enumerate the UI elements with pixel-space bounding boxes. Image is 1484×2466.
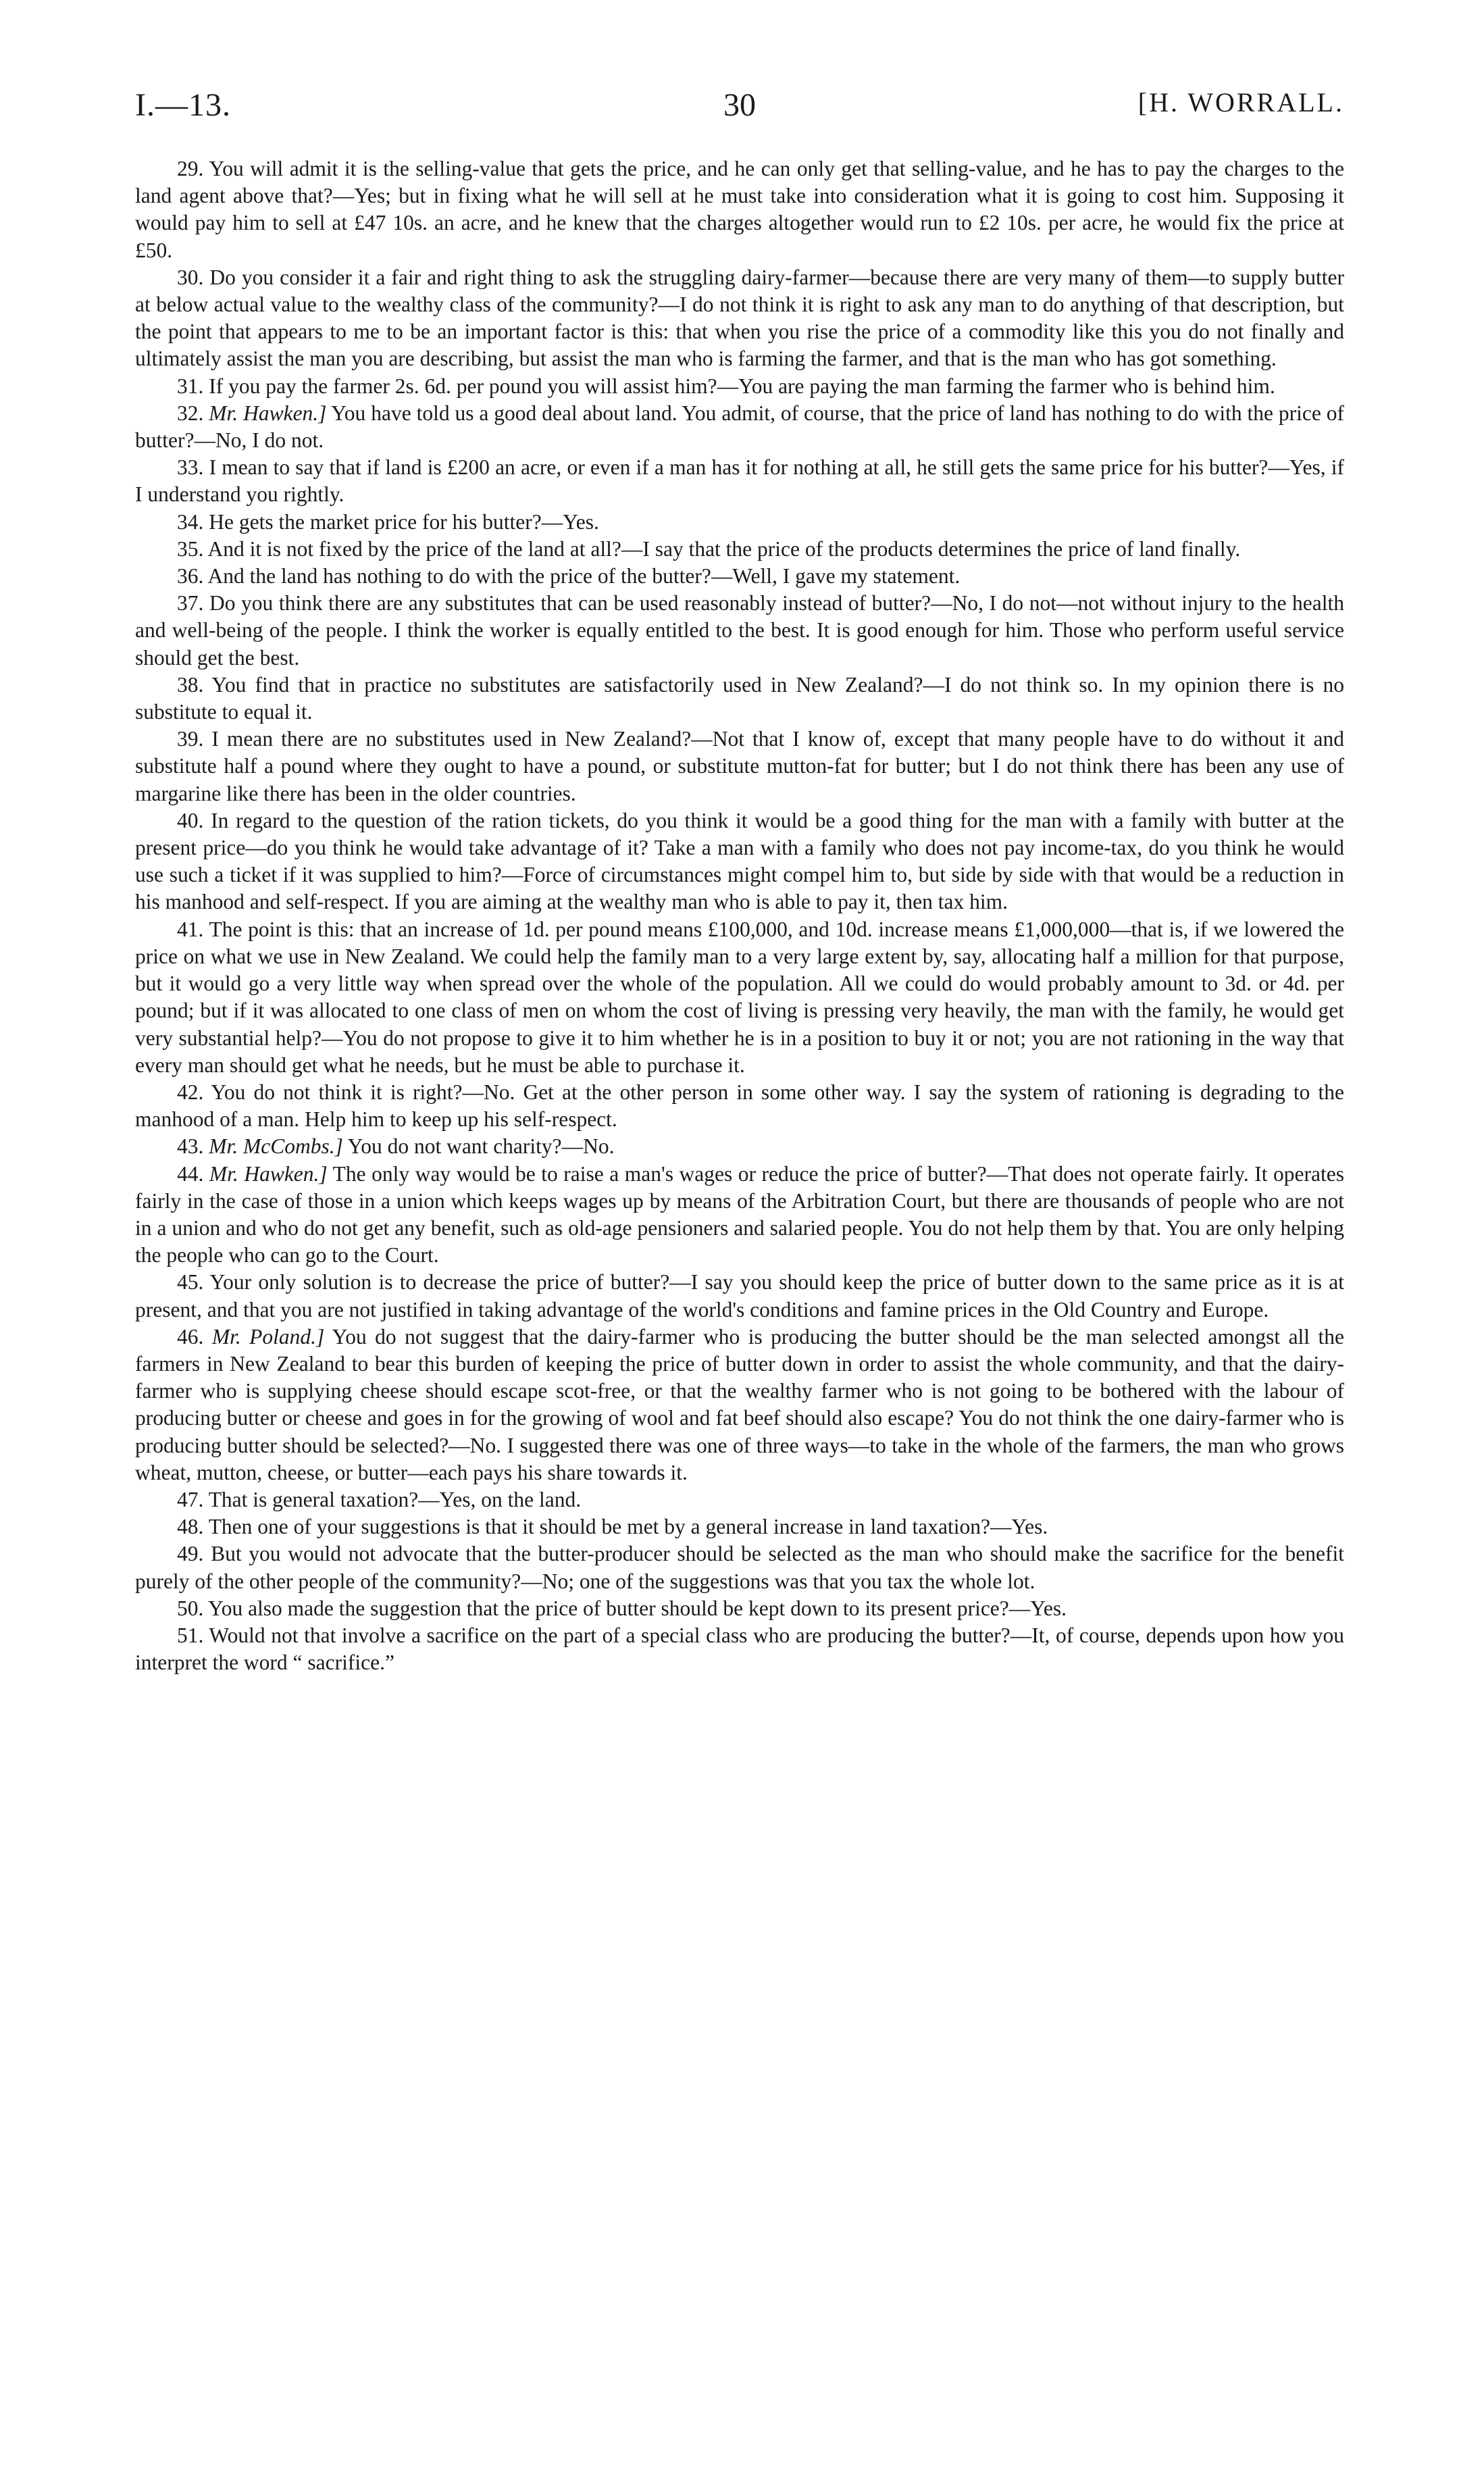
question-number: 30. (177, 265, 204, 289)
question-text: If you pay the farmer 2s. 6d. per pound you will assist him?—You are paying the man farming the farmer who is behind him. (209, 374, 1275, 398)
speaker-name: Mr. Hawken.] (209, 401, 327, 425)
question-text: You have told us a good deal about land. You admit, of course, that the price of land has nothing to do with the price of butter?—No, I do not. (135, 401, 1344, 453)
question-text: He gets the market price for his butter?—Yes. (209, 509, 599, 534)
question-paragraph (135, 1161, 1344, 1269)
question-paragraph (135, 373, 1344, 400)
question-paragraph (135, 807, 1344, 916)
question-text: The point is this: that an increase of 1d. per pound means £100,000, and 10d. increase means £1,000,000—that is, if we lowered the price on what we use in New Zealand. We could help the family man to a very large extent by, say, allocating half a million for that purpose, but it would go a very little way when spread over the whole of the population. All we could do would probably amount to 3d. or 4d. per pound; but if it was allocated to one class of men on whom the cost of living is pressing very heavily, the man with the family, he would get very substantial help?—You do not propose to give it to him whether he is in a position to buy it or not; you are not rationing in the way that every man should get what he needs, but he must be able to purchase it. (135, 917, 1344, 1077)
question-number: 40. (177, 808, 204, 832)
question-text: You do not want charity?—No. (347, 1134, 615, 1159)
question-number: 42. (177, 1080, 204, 1104)
question-paragraph (135, 155, 1344, 264)
question-number: 34. (177, 509, 204, 534)
speaker-name: Mr. Hawken.] (209, 1161, 328, 1186)
question-text: Then one of your suggestions is that it should be met by a general increase in land taxation?—Yes. (208, 1515, 1048, 1539)
question-number: 37. (177, 591, 204, 615)
question-paragraph (135, 672, 1344, 726)
question-number: 32. (177, 401, 204, 425)
speaker-name: Mr. Poland.] (211, 1324, 325, 1349)
question-number: 43. (177, 1134, 204, 1159)
question-paragraph (135, 400, 1344, 454)
question-paragraph (135, 1540, 1344, 1594)
question-paragraph (135, 1133, 1344, 1160)
question-text: Do you consider it a fair and right thing to ask the struggling dairy-farmer—because there are very many of them—to supply butter at below actual value to the wealthy class of the community?—I do not think it is right to ask any man to do anything of that description, but the point that appears to me to be an important factor is this: that when you rise the price of a commodity like this you do not finally and ultimately assist the man you are describing, but assist the man who is farming the farmer, and that is the man who has got something. (135, 265, 1345, 371)
question-paragraph (135, 454, 1344, 508)
question-text: You will admit it is the selling-value that gets the price, and he can only get that selling-value, and he has to pay the charges to the land agent above that?—Yes; but in fixing what he will sell at he must take into consideration what it is going to cost him. Supposing it would pay him to sell at £47 10s. an acre, and he knew that the charges altogether would run to £2 10s. per acre, he would fix the price at £50. (135, 157, 1344, 262)
question-paragraph (135, 1595, 1344, 1622)
question-number: 41. (177, 917, 204, 941)
question-number: 31. (177, 374, 204, 398)
page-header (135, 86, 1344, 134)
question-text: I mean to say that if land is £200 an acre, or even if a man has it for nothing at all, he still gets the same price for his butter?—Yes, if I understand you rightly. (135, 455, 1345, 507)
question-paragraph (135, 264, 1344, 373)
question-paragraph (135, 563, 1344, 590)
question-text: But you would not advocate that the butter-producer should be selected as the man who should make the sacrifice for the benefit purely of the other people of the community?—No; one of the suggestions was that you tax the whole lot. (135, 1542, 1345, 1593)
question-number: 39. (177, 727, 204, 751)
question-paragraph (135, 536, 1344, 563)
question-text: And the land has nothing to do with the price of the butter?—Well, I gave my statement. (207, 564, 961, 588)
question-number: 35. (177, 536, 204, 561)
question-text: You do not think it is right?—No. Get at the other person in some other way. I say the system of rationing is degrading to the manhood of a man. Help him to keep up his self-respect. (135, 1080, 1344, 1132)
question-paragraph (135, 1079, 1344, 1133)
question-text: And it is not fixed by the price of the land at all?—I say that the price of the products determines the price of land finally. (207, 536, 1241, 561)
question-number: 38. (177, 672, 204, 697)
question-text: The only way would be to raise a man's wages or reduce the price of butter?—That does not operate fairly. It operates fairly in the case of those in a union which keeps wages up by means of the Arbitration Court, but there are thousands of people who are not in a union and who do not get any benefit, such as old-age pensioners and salaried people. You do not help them by that. You are only helping the people who can go to the Court. (135, 1161, 1344, 1267)
evidence-body (135, 155, 1344, 1676)
question-paragraph (135, 509, 1344, 536)
page-number: 30 (723, 87, 756, 123)
question-number: 48. (177, 1515, 204, 1539)
question-number: 46. (177, 1324, 204, 1349)
question-number: 33. (177, 455, 204, 480)
question-text: I mean there are no substitutes used in New Zealand?—Not that I know of, except that many people have to do without it and substitute half a pound where they ought to have a pound, or substitute mutton-fat for butter; but I do not think there has been any use of margarine like there has been in the older countries. (135, 727, 1344, 805)
question-paragraph (135, 590, 1344, 672)
question-text: You also made the suggestion that the price of butter should be kept down to its present price?—Yes. (208, 1596, 1067, 1620)
question-paragraph (135, 1269, 1344, 1323)
paper-reference: I.—13. (135, 87, 231, 123)
question-paragraph (135, 1486, 1344, 1513)
question-paragraph (135, 1513, 1344, 1540)
question-number: 36. (177, 564, 204, 588)
question-number: 50. (177, 1596, 204, 1620)
question-number: 51. (177, 1623, 204, 1647)
question-text: Your only solution is to decrease the price of butter?—I say you should keep the price of butter down to the same price as it is at present, and that you are not justified in taking advantage of the world's conditions and famine prices in the Old Country and Europe. (135, 1270, 1344, 1322)
question-text: That is general taxation?—Yes, on the land. (208, 1487, 582, 1511)
question-paragraph (135, 916, 1344, 1079)
question-paragraph (135, 1622, 1344, 1676)
question-number: 44. (177, 1161, 204, 1186)
question-text: Would not that involve a sacrifice on the part of a special class who are producing the butter?—It, of course, depends upon how you interpret the word “ sacrifice.” (135, 1623, 1345, 1675)
question-text: Do you think there are any substitutes that can be used reasonably instead of butter?—No, I do not—not without injury to the health and well-being of the people. I think the worker is equally entitled to the best. It is good enough for him. Those who perform useful service should get the best. (135, 591, 1345, 670)
question-paragraph (135, 726, 1344, 807)
question-paragraph (135, 1324, 1344, 1486)
witness-name: [H. WORRALL. (1137, 87, 1344, 118)
question-number: 45. (177, 1270, 204, 1294)
question-number: 29. (177, 157, 204, 180)
speaker-name: Mr. McCombs.] (209, 1134, 343, 1159)
question-number: 49. (177, 1542, 204, 1566)
question-text: You find that in practice no substitutes are satisfactorily used in New Zealand?—I do not think so. In my opinion there is no substitute to equal it. (135, 672, 1344, 724)
question-text: In regard to the question of the ration tickets, do you think it would be a good thing for the man with a family with butter at the present price—do you think he would take advantage of it? Take a man with a family who does not pay income-tax, do you think he would use such a ticket if it was supplied to him?—Force of circumstances might compel him to, but side by side with that would be a reduction in his manhood and self-respect. If you are aiming at the wealthy man who is able to pay it, then tax him. (135, 808, 1345, 914)
question-text: You do not suggest that the dairy-farmer who is producing the butter should be the man selected amongst all the farmers in New Zealand to bear this burden of keeping the price of butter down in order to assist the whole community, and that the dairy-farmer who is supplying cheese should escape scot-free, or that the wealthy farmer who is not going to be bothered with the labour of producing butter or cheese and goes in for the growing of wool and fat beef should also escape? You do not think the one dairy-farmer who is producing butter should be selected?—No. I suggested there was one of three ways—to take in the whole of the farmers, the man who grows wheat, mutton, cheese, or butter—each pays his share towards it. (135, 1324, 1344, 1484)
question-number: 47. (177, 1487, 204, 1511)
